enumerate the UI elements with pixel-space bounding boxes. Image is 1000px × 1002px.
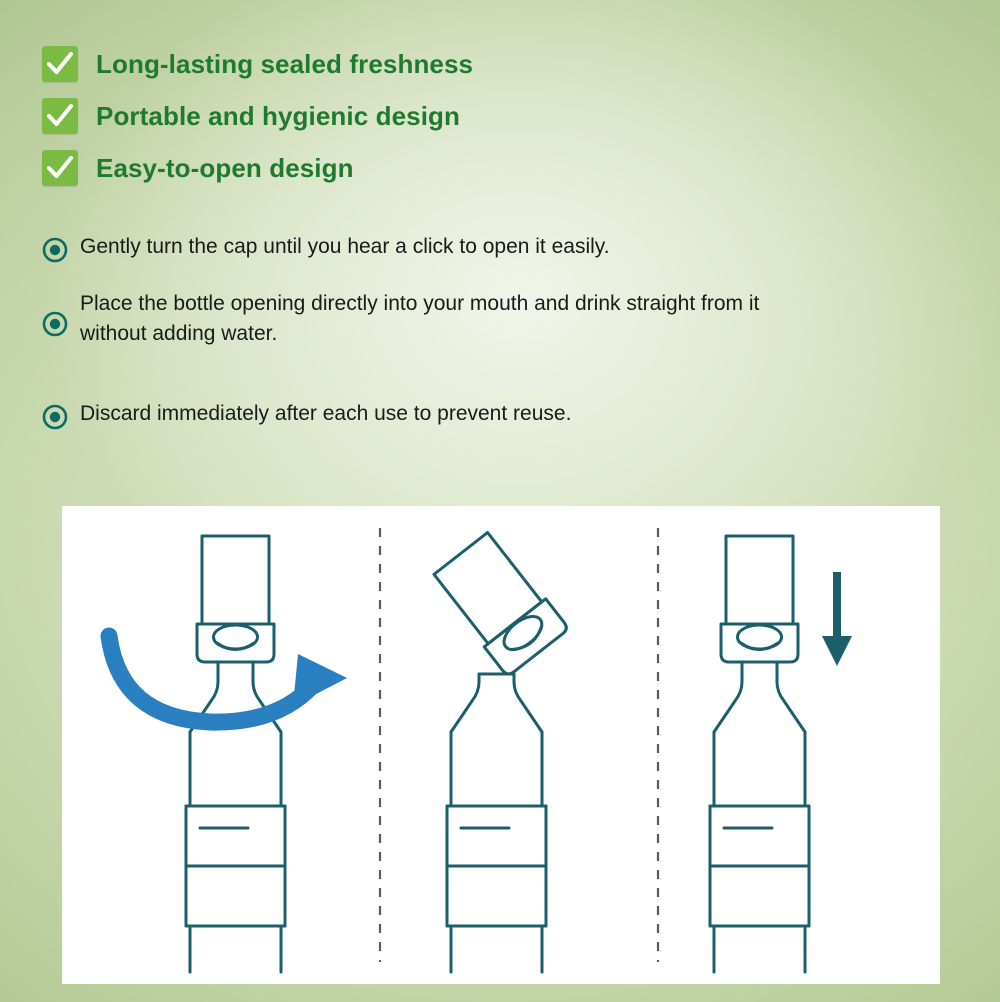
instruction-item	[42, 399, 802, 430]
check-icon	[42, 150, 78, 186]
feature-item	[42, 96, 742, 136]
bullet-target-icon	[42, 311, 68, 337]
check-icon	[42, 98, 78, 134]
instruction-item	[42, 232, 802, 263]
feature-label: Easy-to-open design	[96, 152, 354, 183]
instruction-list	[42, 232, 802, 430]
bullet-target-icon	[42, 237, 68, 263]
instruction-text: Gently turn the cap until you hear a click to open it easily.	[80, 235, 610, 258]
feature-item	[42, 148, 742, 188]
instruction-item	[42, 289, 802, 349]
feature-label: Portable and hygienic design	[96, 100, 460, 131]
bottle-usage-steps-diagram	[62, 506, 940, 984]
instruction-text: Place the bottle opening directly into your mouth and drink straight from it without adding water.	[80, 292, 760, 345]
bullet-target-icon	[42, 404, 68, 430]
feature-label: Long-lasting sealed freshness	[96, 48, 474, 79]
instruction-text: Discard immediately after each use to prevent reuse.	[80, 401, 572, 425]
feature-item	[42, 44, 742, 84]
feature-list	[42, 44, 742, 200]
check-icon	[42, 46, 78, 82]
